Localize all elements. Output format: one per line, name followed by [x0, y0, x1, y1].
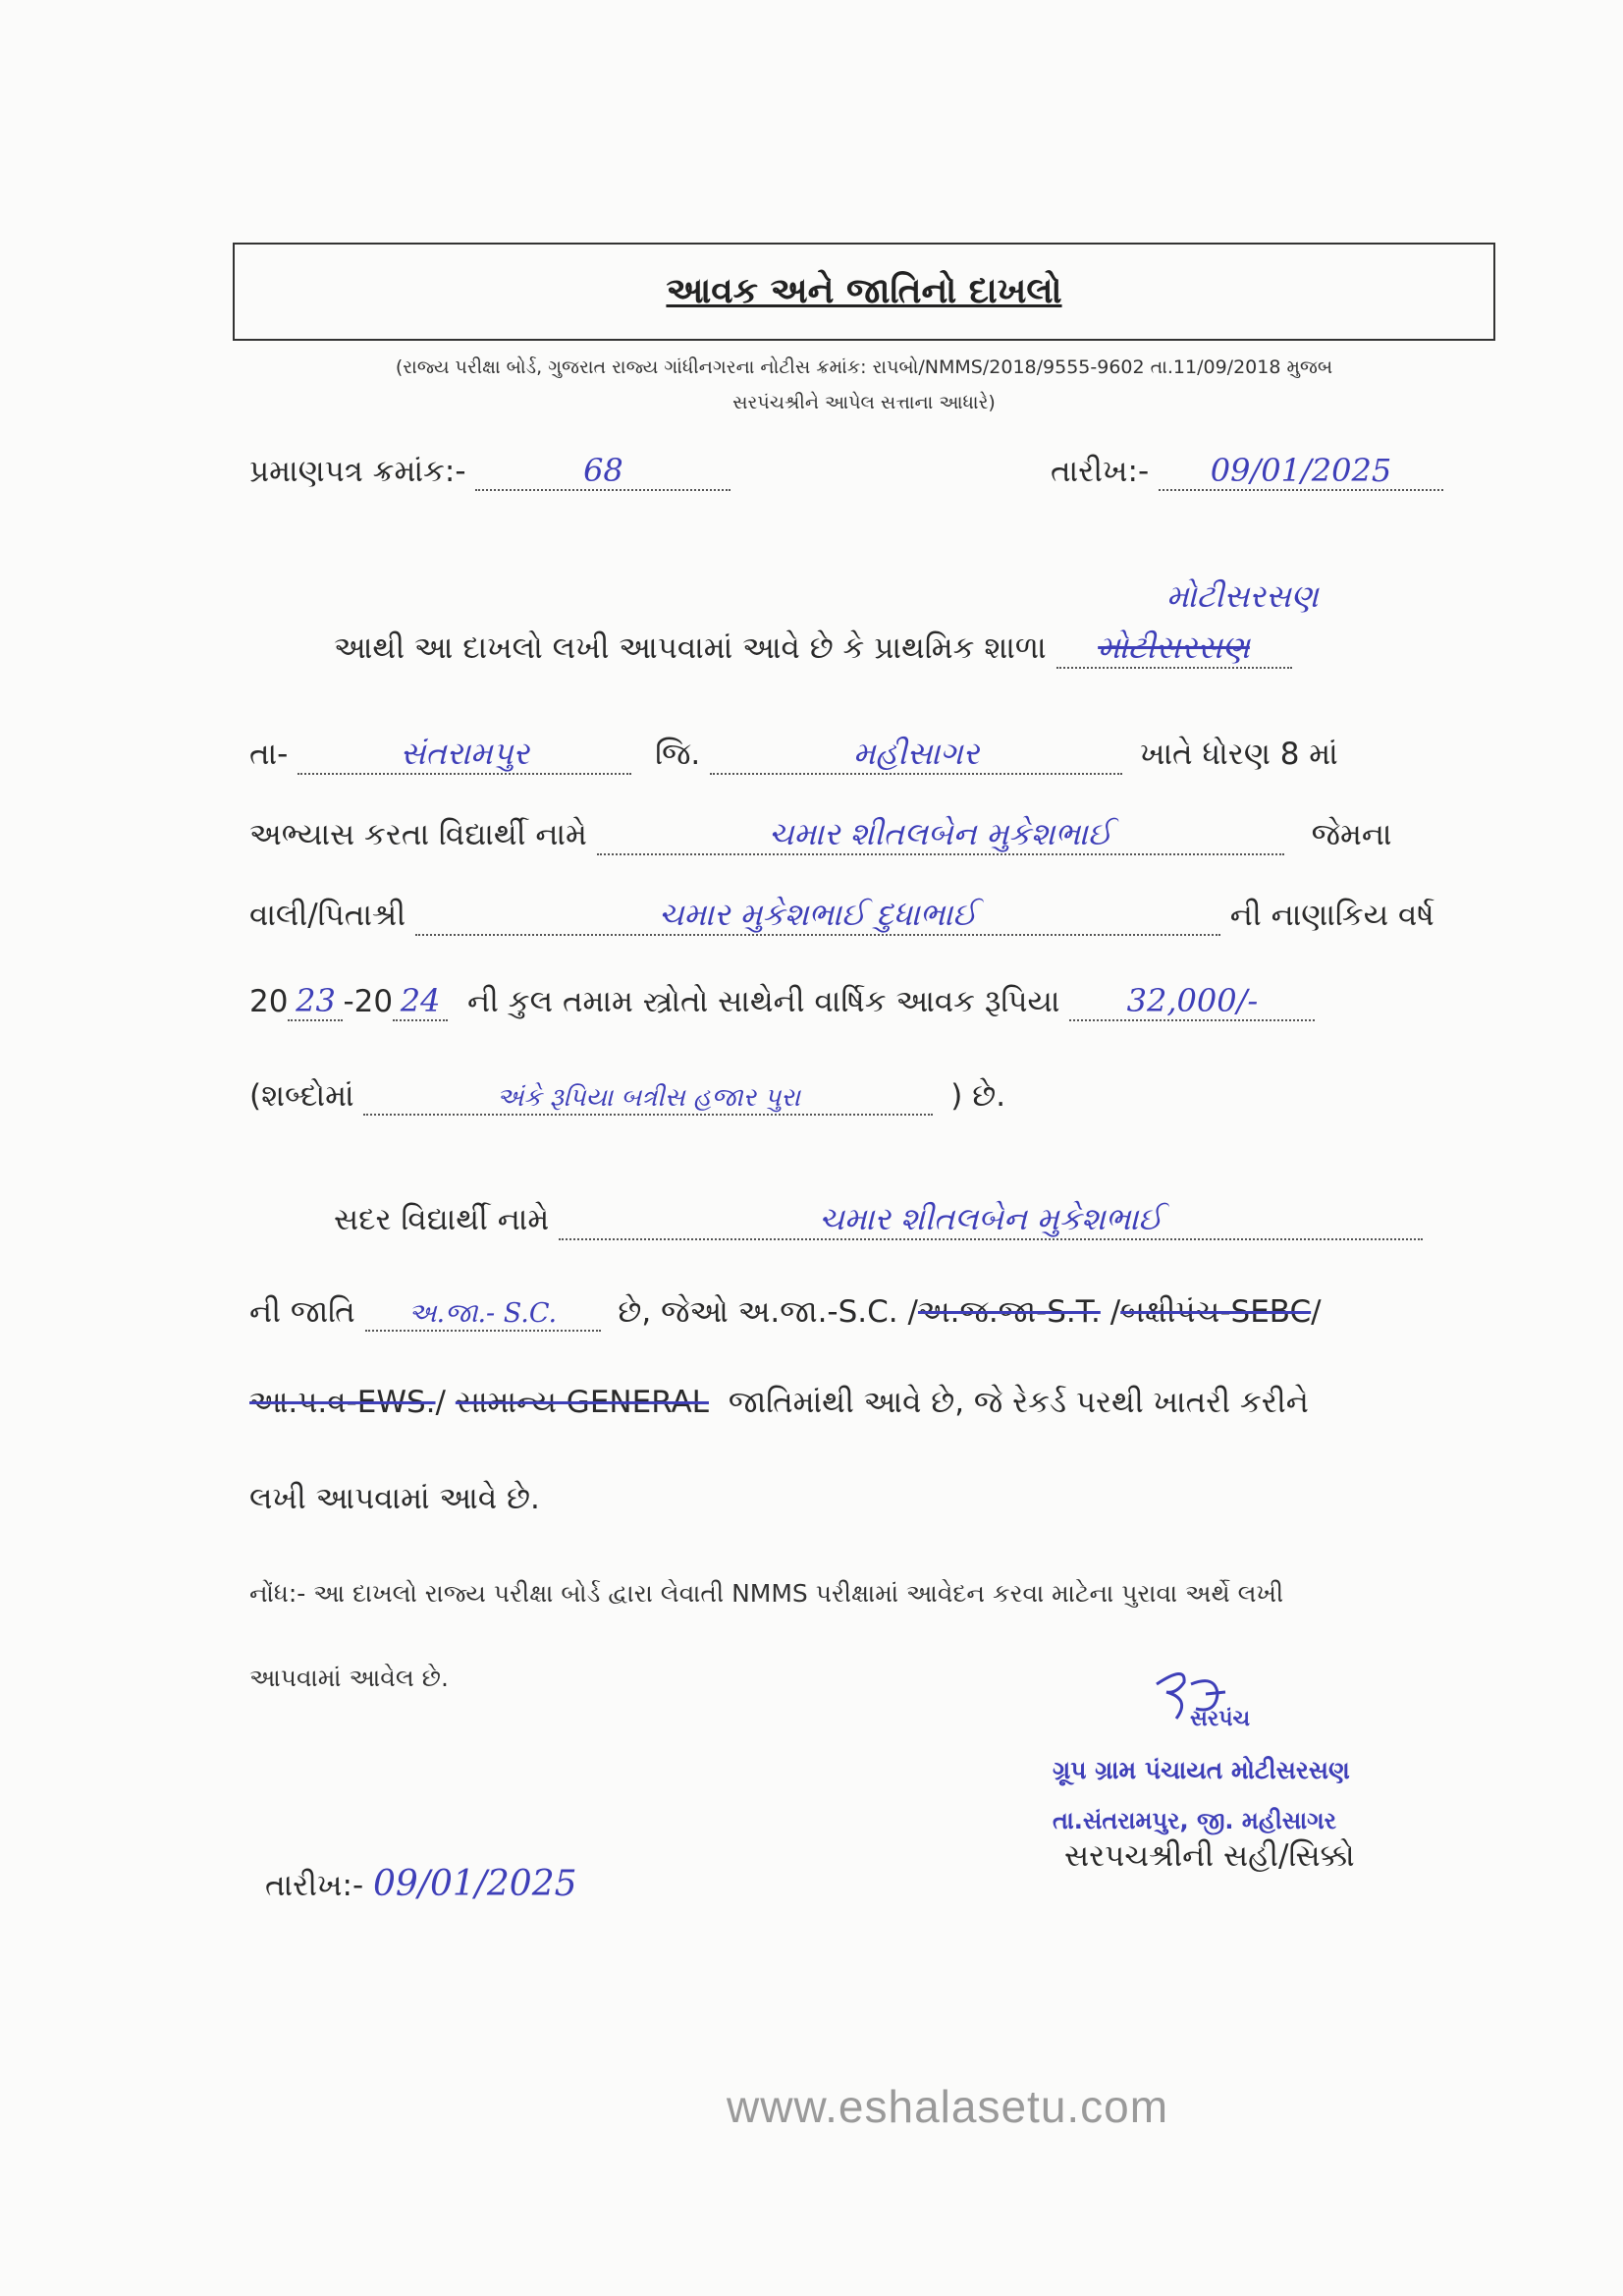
- year-from: 23: [288, 982, 343, 1021]
- date-label: તારીખ:-: [1051, 454, 1150, 489]
- title-box: [233, 243, 1495, 341]
- closing-line: [249, 1481, 540, 1517]
- note-line-2: આપવામાં આવેલ છે.: [249, 1664, 449, 1692]
- sign-label: સરપચશ્રીની સહી/સિક્કો: [1064, 1838, 1355, 1874]
- watermark: www.eshalasetu.com: [727, 2081, 1169, 2132]
- seal-line-1: ગ્રૂપ ગ્રામ પંચાયત મોટીસરસણ: [1053, 1756, 1350, 1784]
- caste-row: [249, 1294, 1322, 1332]
- school-row-text: આથી આ દાખલો લખી આપવામાં આવે છે કે પ્રાથમિક શાળા: [334, 630, 1047, 666]
- taluka-value: સંતરામપુર: [298, 735, 631, 775]
- student2-row: [334, 1200, 1423, 1240]
- caste-sep-3: /: [435, 1385, 456, 1420]
- school-value-struck: મોટીસરસણ: [1056, 629, 1292, 669]
- guardian-row: [249, 896, 1434, 936]
- guardian-value: ચમાર મુકેશભાઈ દુધાભાઈ: [415, 896, 1220, 936]
- guardian-label: વાલી/પિતાશ્રી: [249, 898, 406, 933]
- bottom-date-value: 09/01/2025: [373, 1864, 577, 1904]
- caste-option-general: સામાન્ય GENERAL: [455, 1385, 709, 1420]
- student2-value: ચમાર શીતલબેન મુકેશભાઈ: [559, 1200, 1423, 1240]
- district-value: મહીસાગર: [710, 735, 1122, 775]
- words-value: અંકે રૂપિયા બત્રીસ હજાર પુરા: [363, 1083, 933, 1116]
- standard-text: ખાતે ધોરણ 8 માં: [1139, 737, 1338, 772]
- document-title: આવક અને જાતિનો દાખલો: [666, 271, 1062, 311]
- seal-line-2: તા.સંતરામપુર, જી. મહીસાગર: [1053, 1807, 1337, 1834]
- cert-number-value: 68: [475, 452, 730, 491]
- year-to: 24: [393, 982, 448, 1021]
- caste-text-a: છે, જેઓ અ.જા.-S.C. /: [618, 1294, 918, 1330]
- jemna-text: જેમના: [1311, 817, 1392, 852]
- note-line-1: નોંધ:- આ દાખલો રાજ્ય પરીક્ષા બોર્ડ દ્વારા લેવાતી NMMS પરીક્ષામાં આવેદન કરવા માટેના પુરાવા અર્થે લખી: [249, 1579, 1284, 1608]
- date-row: [1051, 452, 1443, 491]
- cert-number-row: [249, 452, 730, 491]
- income-row: [249, 982, 1315, 1021]
- words-end: ) છે.: [950, 1078, 1006, 1114]
- district-label: જિ.: [655, 737, 701, 772]
- authority-note-line2: સરપંચશ્રીને આપેલ સત્તાના આધારે): [732, 392, 996, 413]
- words-row: [249, 1078, 1005, 1116]
- authority-note: [236, 350, 1492, 420]
- income-text: ની કુલ તમામ સ્ત્રોતો સાથેની વાર્ષિક આવક રૂપિયા: [466, 984, 1060, 1019]
- words-label: (શબ્દોમાં: [249, 1078, 354, 1114]
- bottom-date-row: [265, 1864, 577, 1904]
- year-prefix-1: 20: [249, 984, 289, 1019]
- student-label: અભ્યાસ કરતા વિદ્યાર્થી નામે: [249, 817, 587, 852]
- authority-note-line1: (રાજ્ય પરીક્ષા બોર્ડ, ગુજરાત રાજ્ય ગાંધીનગરના નોટીસ ક્રમાંક: રાપબો/NMMS/2018/9555-9602 તા.11/09/2018 મુજબ: [395, 356, 1333, 378]
- income-value: 32,000/-: [1069, 982, 1315, 1021]
- location-row: [249, 735, 1338, 775]
- signature: [1147, 1665, 1235, 1743]
- closing-text: લખી આપવામાં આવે છે.: [249, 1481, 540, 1516]
- caste-text-b: જાતિમાંથી આવે છે, જે રેકર્ડ પરથી ખાતરી કરીને: [728, 1385, 1309, 1420]
- student2-label: સદર વિદ્યાર્થી નામે: [334, 1202, 550, 1237]
- school-row: [334, 629, 1292, 669]
- bottom-date-label: તારીખ:-: [265, 1868, 364, 1903]
- date-value: 09/01/2025: [1159, 452, 1443, 491]
- cert-number-label: પ્રમાણપત્ર ક્રમાંક:-: [249, 454, 466, 489]
- caste-option-sebc: બક્ષીપંચ-SEBC: [1120, 1294, 1312, 1330]
- school-name-handwritten: મોટીસરસણ: [1166, 577, 1319, 615]
- caste-option-ews: આ.પ.વ-EWS.: [249, 1385, 436, 1420]
- caste-label: ની જાતિ: [249, 1294, 355, 1330]
- student-row: [249, 815, 1392, 855]
- caste-option-st: અ.જ.જા-S.T.: [917, 1294, 1101, 1330]
- caste-sep-1: /: [1100, 1294, 1121, 1330]
- caste-row-2: [249, 1385, 1309, 1421]
- fin-year-label: ની નાણાકિય વર્ષ: [1229, 898, 1434, 933]
- taluka-label: તા-: [249, 737, 289, 772]
- caste-value: અ.જા.- S.C.: [365, 1298, 601, 1332]
- year-prefix-2: -20: [343, 984, 394, 1019]
- seal-role: સરપંચ: [1190, 1707, 1251, 1731]
- student-value: ચમાર શીતલબેન મુકેશભાઈ: [597, 815, 1284, 855]
- caste-sep-2: /: [1311, 1294, 1322, 1330]
